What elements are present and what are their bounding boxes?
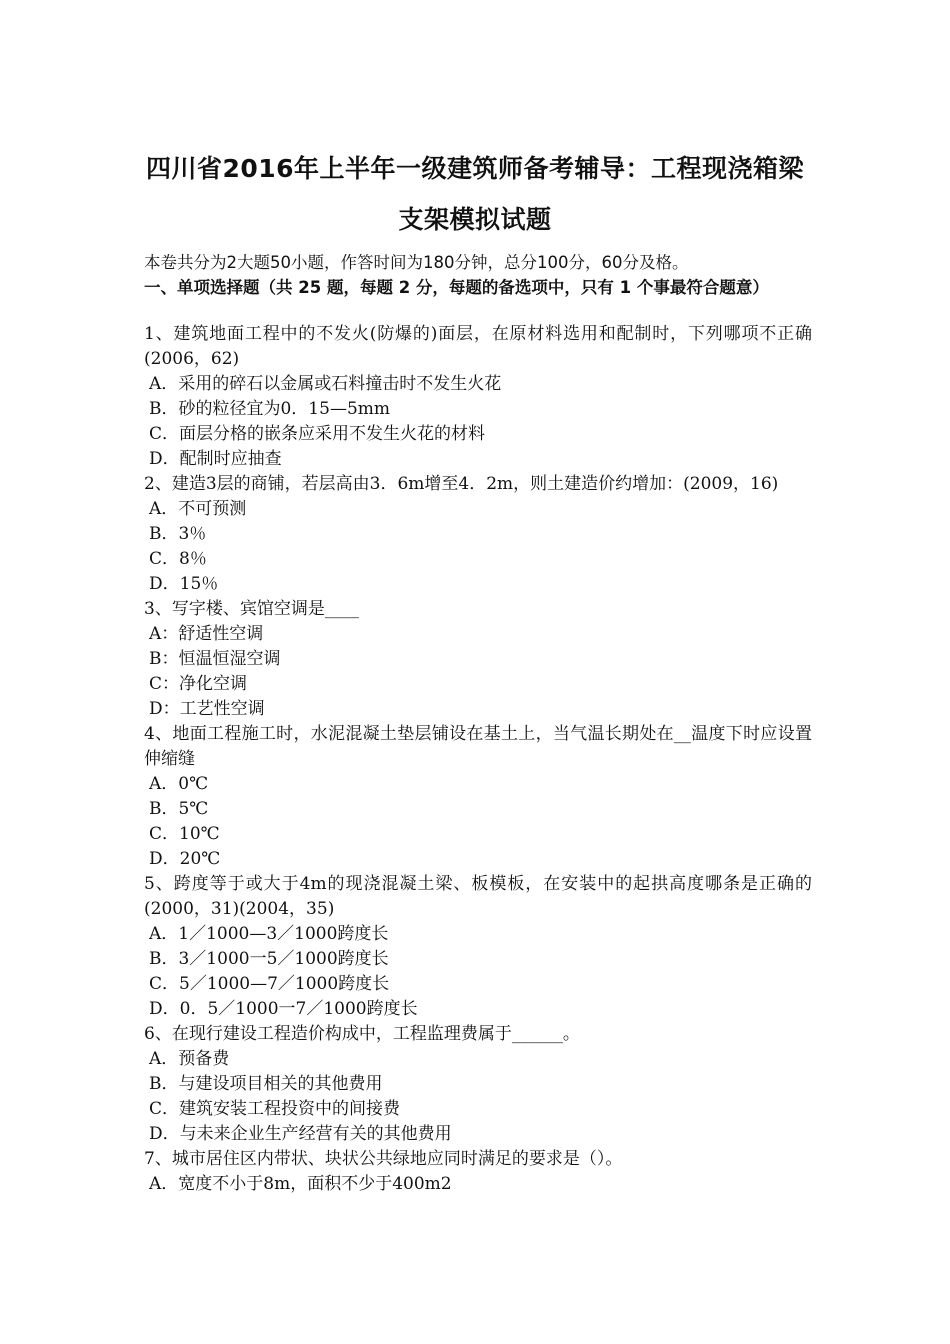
option-b: B．3％ — [149, 524, 207, 544]
question-stem: 7、城市居住区内带状、块状公共绿地应同时满足的要求是（）。 — [144, 1149, 623, 1169]
option-d: D．配制时应抽查 — [149, 449, 282, 469]
option-c: C．8％ — [149, 549, 207, 569]
question-3 — [144, 597, 812, 722]
question-stem: 5、跨度等于或大于4m的现浇混凝土梁、板模板，在安装中的起拱高度哪条是正确的(2000，31)(2004，35) — [144, 874, 812, 919]
option-b: B．5℃ — [149, 799, 209, 819]
option-a: A：舒适性空调 — [149, 624, 264, 644]
option-a: A．预备费 — [149, 1049, 230, 1069]
option-b: B．与建设项目相关的其他费用 — [149, 1074, 383, 1094]
option-a: A．1／1000—3／1000跨度长 — [149, 924, 389, 944]
question-stem: 6、在现行建设工程造价构成中，工程监理费属于______。 — [144, 1024, 580, 1044]
document-title-line2: 支架模拟试题 — [398, 205, 552, 234]
section-heading: 一、单项选择题（共 25 题，每题 2 分，每题的备选项中，只有 1 个事最符合题意） — [144, 278, 769, 297]
option-b: B．3／1000一5／1000跨度长 — [149, 949, 389, 969]
question-6 — [144, 1022, 812, 1147]
option-d: D．与未来企业生产经营有关的其他费用 — [149, 1124, 452, 1144]
question-stem: 4、地面工程施工时，水泥混凝土垫层铺设在基土上，当气温长期处在__温度下时应设置伸缩缝 — [144, 724, 812, 769]
option-b: B．砂的粒径宜为0．15—5mm — [149, 399, 390, 419]
question-7 — [144, 1147, 812, 1197]
option-b: B：恒温恒湿空调 — [149, 649, 281, 669]
option-c: C．10℃ — [149, 824, 220, 844]
question-5 — [144, 872, 812, 1022]
option-d: D．0．5／1000一7／1000跨度长 — [149, 999, 418, 1019]
exam-intro: 本卷共分为2大题50小题，作答时间为180分钟，总分100分，60分及格。 — [144, 253, 689, 272]
question-4 — [144, 722, 812, 872]
question-list — [144, 322, 812, 1197]
question-stem: 2、建造3层的商铺，若层高由3．6m增至4．2m，则土建造价约增加：(2009，16) — [144, 474, 779, 494]
option-c: C：净化空调 — [149, 674, 248, 694]
question-2 — [144, 472, 812, 597]
option-a: A．采用的碎石以金属或石料撞击时不发生火花 — [149, 374, 502, 394]
question-stem: 1、建筑地面工程中的不发火(防爆的)面层，在原材料选用和配制时，下列哪项不正确(2006，62) — [144, 324, 812, 369]
option-a: A．宽度不小于8m，面积不少于400m2 — [149, 1174, 452, 1194]
option-d: D．20℃ — [149, 849, 221, 869]
option-d: D．15％ — [149, 574, 219, 594]
option-c: C．面层分格的嵌条应采用不发生火花的材料 — [149, 424, 486, 444]
option-d: D：工艺性空调 — [149, 699, 265, 719]
option-a: A．不可预测 — [149, 499, 247, 519]
option-c: C．5／1000—7／1000跨度长 — [149, 974, 390, 994]
option-a: A．0℃ — [149, 774, 209, 794]
question-stem: 3、写字楼、宾馆空调是____ — [144, 599, 359, 619]
option-c: C．建筑安装工程投资中的间接费 — [149, 1099, 401, 1119]
question-1 — [144, 322, 812, 472]
document-title-line1: 四川省2016年上半年一级建筑师备考辅导：工程现浇箱梁 — [145, 154, 805, 183]
